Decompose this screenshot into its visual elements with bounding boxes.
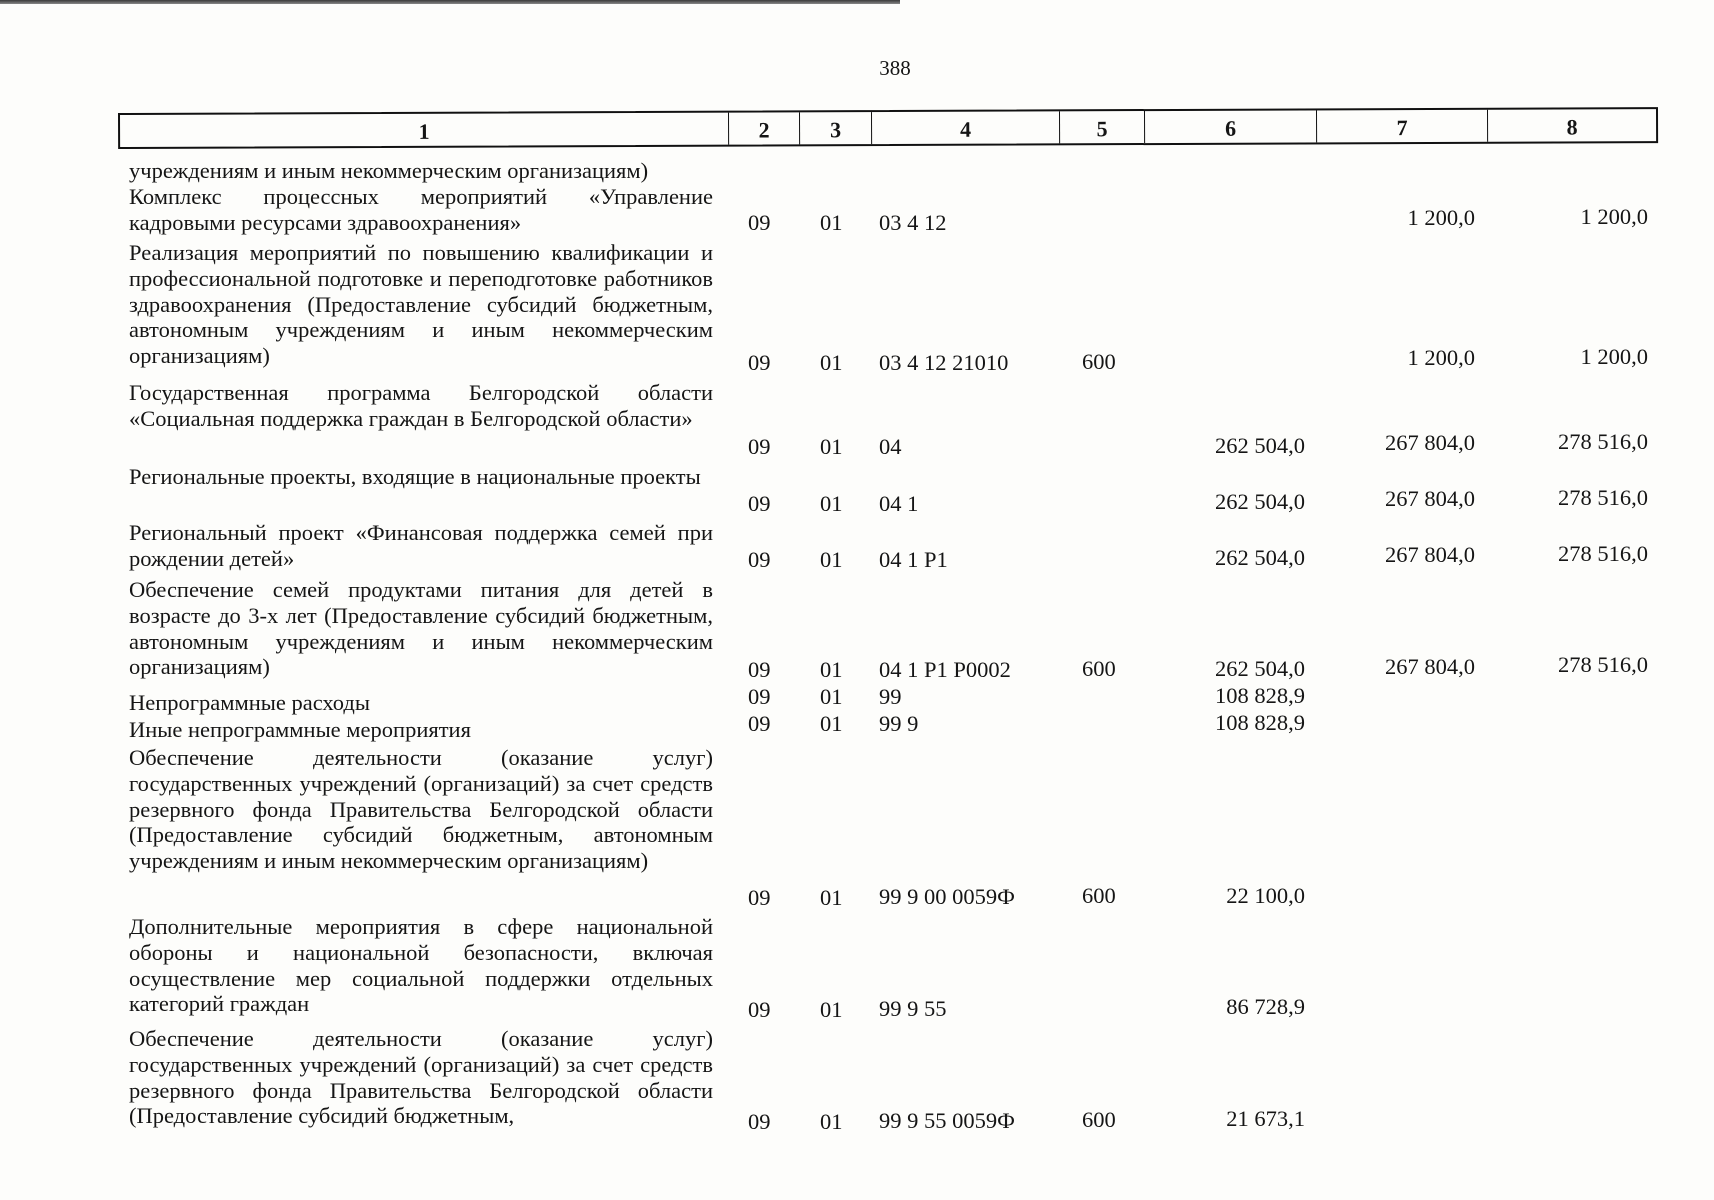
row-article-code: 04 1 P1 P0002 (879, 657, 1011, 682)
row-article-code: 99 (879, 684, 902, 709)
row-section-code: 09 (748, 885, 771, 910)
row-section-code: 09 (748, 684, 771, 709)
row-amount-6: 262 504,0 (1215, 433, 1305, 458)
row-section-code: 09 (748, 1109, 771, 1134)
column-header-2: 2 (728, 112, 799, 144)
row-description: Обеспечение деятельности (оказание услуг) государственных учреждений (организаций) за счет средств резервного фонда Правительства Белгородской области (Предоставление субсидий бюджетным, автономным учреждениям и иным некоммерческим организациям) (129, 745, 713, 874)
row-description: Обеспечение деятельности (оказание услуг) государственных учреждений (организаций) за счет средств резервного фонда Правительства Белгородской области (Предоставление субсидий бюджетным, (129, 1026, 713, 1129)
row-article-code: 99 9 (879, 711, 919, 736)
row-amount-8: 278 516,0 (1558, 541, 1648, 566)
row-amount-6: 21 673,1 (1226, 1106, 1305, 1131)
row-description: Региональные проекты, входящие в национальные проекты (129, 464, 701, 489)
row-article-code: 99 9 55 (879, 996, 947, 1021)
row-subsection-code: 01 (820, 434, 843, 459)
row-section-code: 09 (748, 434, 771, 459)
row-subsection-code: 01 (820, 210, 843, 235)
row-expense-type: 600 (1082, 349, 1116, 374)
column-header-3: 3 (799, 112, 871, 144)
row-amount-8: 1 200,0 (1580, 344, 1648, 369)
row-article-code: 03 4 12 21010 (879, 350, 1009, 375)
row-article-code: 04 1 P1 (879, 547, 948, 572)
row-amount-7: 267 804,0 (1385, 486, 1475, 511)
row-description: учреждениям и иным некоммерческим организациям) (129, 158, 649, 183)
row-amount-7: 1 200,0 (1407, 345, 1475, 370)
row-section-code: 09 (748, 711, 771, 736)
row-subsection-code: 01 (820, 1109, 843, 1134)
row-expense-type: 600 (1082, 1107, 1116, 1132)
row-amount-7: 267 804,0 (1385, 654, 1475, 679)
row-amount-6: 108 828,9 (1215, 710, 1305, 735)
row-amount-8: 278 516,0 (1558, 485, 1648, 510)
row-amount-7: 267 804,0 (1385, 542, 1475, 567)
row-subsection-code: 01 (820, 997, 843, 1022)
column-header-4: 4 (871, 111, 1059, 144)
row-article-code: 03 4 12 (879, 210, 947, 235)
row-description: Обеспечение семей продуктами питания для детей в возрасте до 3-х лет (Предоставление субсидий бюджетным, автономным учреждениям и иным некоммерческим организациям) (129, 577, 713, 680)
row-article-code: 99 9 00 0059Ф (879, 884, 1015, 909)
row-subsection-code: 01 (820, 350, 843, 375)
row-amount-8: 278 516,0 (1558, 652, 1648, 677)
row-amount-7: 1 200,0 (1407, 205, 1475, 230)
table-header (118, 107, 1658, 149)
row-subsection-code: 01 (820, 885, 843, 910)
row-amount-8: 1 200,0 (1580, 204, 1648, 229)
row-amount-7: 267 804,0 (1385, 430, 1475, 455)
column-header-8: 8 (1487, 109, 1656, 142)
page-number: 388 (879, 56, 911, 80)
row-subsection-code: 01 (820, 547, 843, 572)
scan-edge (0, 0, 900, 4)
row-amount-6: 262 504,0 (1215, 545, 1305, 570)
row-description: Дополнительные мероприятия в сфере национальной обороны и национальной безопасности, включая осуществление мер социальной поддержки отдельных категорий граждан (129, 914, 713, 1017)
row-amount-8: 278 516,0 (1558, 429, 1648, 454)
row-section-code: 09 (748, 350, 771, 375)
column-header-7: 7 (1316, 110, 1487, 143)
row-expense-type: 600 (1082, 656, 1116, 681)
row-amount-6: 262 504,0 (1215, 656, 1305, 681)
row-subsection-code: 01 (820, 711, 843, 736)
row-description: Непрограммные расходы (129, 690, 370, 715)
row-section-code: 09 (748, 547, 771, 572)
row-subsection-code: 01 (820, 491, 843, 516)
row-amount-6: 86 728,9 (1226, 994, 1305, 1019)
row-article-code: 04 (879, 434, 902, 459)
row-description: Комплекс процессных мероприятий «Управление кадровыми ресурсами здравоохранения» (129, 184, 713, 235)
row-description: Государственная программа Белгородской области «Социальная поддержка граждан в Белгородской области» (129, 380, 713, 431)
row-description: Иные непрограммные мероприятия (129, 717, 471, 742)
row-subsection-code: 01 (820, 684, 843, 709)
row-section-code: 09 (748, 657, 771, 682)
row-amount-6: 262 504,0 (1215, 489, 1305, 514)
row-expense-type: 600 (1082, 883, 1116, 908)
row-article-code: 04 1 (879, 491, 919, 516)
row-section-code: 09 (748, 997, 771, 1022)
row-description: Реализация мероприятий по повышению квалификации и профессиональной подготовке и переподготовке работников здравоохранения (Предоставление субсидий бюджетным, автономным учреждениям и иным некоммерческим организациям) (129, 240, 713, 369)
row-description: Региональный проект «Финансовая поддержка семей при рождении детей» (129, 520, 713, 571)
row-section-code: 09 (748, 491, 771, 516)
column-header-6: 6 (1144, 110, 1316, 143)
row-amount-6: 108 828,9 (1215, 683, 1305, 708)
row-amount-6: 22 100,0 (1226, 883, 1305, 908)
row-article-code: 99 9 55 0059Ф (879, 1108, 1015, 1133)
column-header-5: 5 (1059, 111, 1144, 143)
row-subsection-code: 01 (820, 657, 843, 682)
column-header-1: 1 (418, 118, 430, 144)
row-section-code: 09 (748, 210, 771, 235)
